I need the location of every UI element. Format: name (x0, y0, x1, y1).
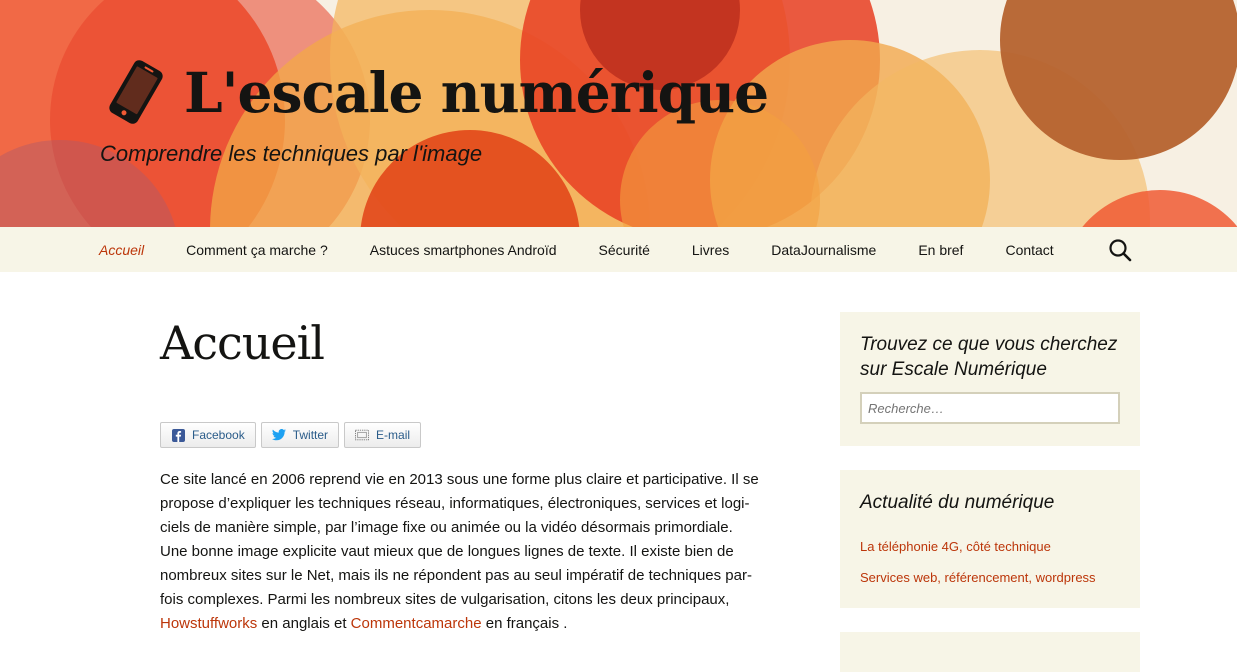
news-link-4g[interactable]: La téléphonie 4G, côté technique (860, 539, 1051, 554)
site-title[interactable]: L'escale numérique (184, 59, 769, 125)
nav-item-livres[interactable]: Livres (691, 241, 730, 258)
intro-text-between: en anglais et (257, 615, 351, 632)
search-icon[interactable] (1108, 238, 1132, 262)
nav-item-astuces-android[interactable]: Astuces smartphones Androïd (369, 241, 557, 258)
nav-item-comment-ca-marche[interactable]: Comment ça marche ? (186, 241, 328, 258)
page-title: Accueil (160, 316, 325, 370)
third-widget (840, 632, 1140, 672)
nav-item-datajournalisme[interactable]: DataJournalisme (771, 241, 877, 258)
nav-menu (78, 227, 1075, 272)
share-facebook-button[interactable] (160, 422, 256, 448)
share-email-button[interactable] (344, 422, 421, 448)
search-widget-title: Trouvez ce que vous cherchez sur Escale Numérique (860, 334, 1118, 380)
site-tagline: Comprendre les techniques par l'image (100, 141, 483, 166)
howstuffworks-link[interactable]: Howstuffworks (160, 615, 258, 632)
share-email-label: E-mail (376, 428, 411, 442)
news-widget (840, 470, 1140, 608)
search-widget (840, 312, 1140, 446)
nav-item-accueil[interactable]: Accueil (99, 241, 145, 258)
news-link-list (860, 531, 1120, 593)
nav-item-en-bref[interactable]: En bref (918, 241, 964, 258)
intro-text-end: en français . (481, 615, 568, 632)
main-content (160, 272, 760, 636)
nav-item-contact[interactable]: Contact (1005, 241, 1054, 258)
facebook-icon (171, 428, 185, 442)
share-buttons (160, 422, 760, 448)
nav-item-securite[interactable]: Sécurité (598, 241, 650, 258)
news-link-services-web[interactable]: Services web, référencement, wordpress (860, 570, 1096, 585)
intro-text: Ce site lancé en 2006 reprend vie en 2013 sous une forme plus claire et participative. Il se propose d’expliquer les techniques réseau, informatiques, électroniques, services et logi-ciels de manière simple, par l’image fixe ou animée ou la vidéo désormais primordiale. Une bonne image explicite vaut mieux que de longues lignes de texte. Il existe bien de nombreux sites sur le Net, mais ils ne répondent pas au seul impératif de techniques par-fois complexes. Parmi les nombreux sites de vulgarisation, citons les deux principaux, (160, 471, 759, 608)
smartphone-logo-icon (100, 56, 172, 128)
sidebar-search-input[interactable] (860, 392, 1120, 424)
share-twitter-button[interactable] (261, 422, 339, 448)
email-envelope-icon (355, 428, 369, 442)
intro-paragraph (160, 468, 760, 636)
site-header (0, 0, 1237, 227)
share-facebook-label: Facebook (192, 428, 245, 442)
twitter-bird-icon (272, 428, 286, 442)
news-widget-title: Actualité du numérique (860, 492, 1055, 513)
main-navigation (0, 227, 1237, 272)
share-twitter-label: Twitter (292, 428, 329, 442)
commentcamarche-link[interactable]: Commentcamarche (350, 615, 482, 632)
site-branding[interactable] (100, 56, 768, 128)
